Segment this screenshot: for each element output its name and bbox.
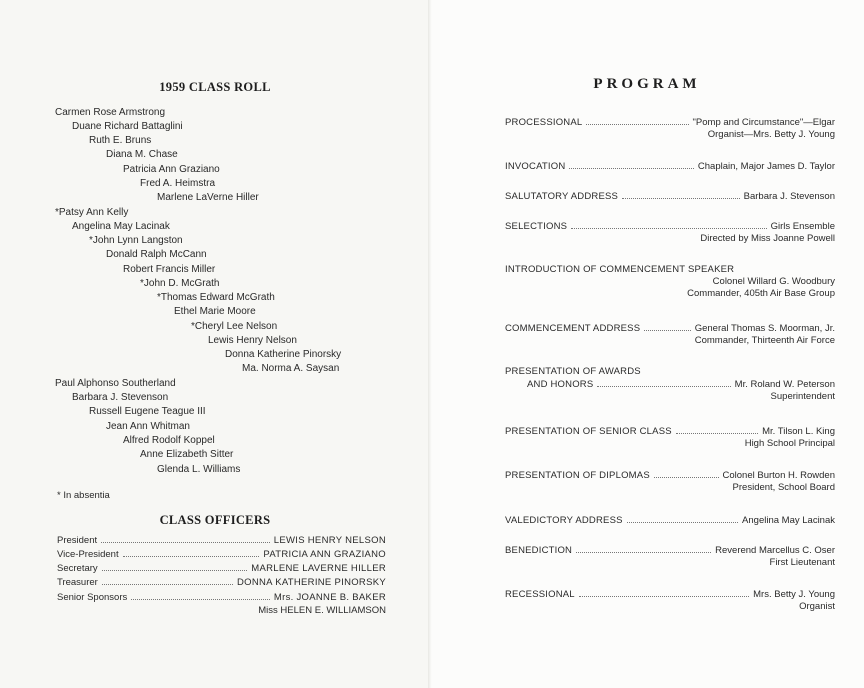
class-roll-title: 1959 CLASS ROLL bbox=[159, 80, 271, 94]
program-value: Mrs. Betty J. Young bbox=[753, 589, 835, 600]
program-subline: Organist—Mrs. Betty J. Young bbox=[707, 129, 835, 140]
officer-role: Senior Sponsors bbox=[57, 592, 128, 603]
dot-leader bbox=[622, 190, 740, 199]
program-label: INTRODUCTION OF COMMENCEMENT SPEAKER bbox=[505, 264, 735, 275]
program-title: PROGRAM bbox=[593, 76, 701, 92]
roll-name: Glenda L. Williams bbox=[157, 464, 241, 475]
program-label: SELECTIONS bbox=[505, 221, 568, 232]
program-value: "Pomp and Circumstance"—Elgar bbox=[692, 117, 835, 128]
dot-leader bbox=[597, 378, 730, 387]
program-label: RECESSIONAL bbox=[505, 589, 575, 600]
roll-name: Donald Ralph McCann bbox=[106, 249, 207, 260]
program-label: COMMENCEMENT ADDRESS bbox=[505, 323, 641, 334]
program-value: Reverend Marcellus C. Oser bbox=[715, 545, 835, 556]
roll-name: Jean Ann Whitman bbox=[106, 421, 190, 432]
program-item-diplomas bbox=[505, 469, 835, 494]
officer-name: LEWIS HENRY NELSON bbox=[273, 535, 386, 546]
dot-leader bbox=[102, 562, 248, 571]
program-item-recessional bbox=[505, 588, 835, 613]
program-subline: Commander, 405th Air Base Group bbox=[687, 288, 835, 299]
roll-name: Ma. Norma A. Saysan bbox=[242, 363, 340, 374]
officer-row bbox=[57, 548, 386, 561]
program-item-valedictory bbox=[505, 514, 835, 527]
officer-row bbox=[57, 576, 386, 589]
dot-leader bbox=[644, 322, 690, 331]
program-subline: High School Principal bbox=[744, 438, 835, 449]
dot-leader bbox=[102, 576, 233, 585]
program-subline: Colonel Willard G. Woodbury bbox=[712, 276, 835, 287]
program-item-benediction bbox=[505, 544, 835, 569]
program-subline: First Lieutenant bbox=[769, 557, 835, 568]
program-label: PROCESSIONAL bbox=[505, 117, 583, 128]
officer-name: DONNA KATHERINE PINORSKY bbox=[236, 577, 386, 588]
program-subline: Directed by Miss Joanne Powell bbox=[700, 233, 835, 244]
roll-name: Anne Elizabeth Sitter bbox=[140, 449, 234, 460]
program-subline: Superintendent bbox=[770, 391, 835, 402]
roll-name: Barbara J. Stevenson bbox=[72, 392, 169, 403]
roll-name: Angelina May Lacinak bbox=[72, 221, 170, 232]
dot-leader bbox=[586, 116, 688, 125]
dot-leader bbox=[579, 588, 749, 597]
roll-name: Ruth E. Bruns bbox=[89, 135, 152, 146]
program-item-processional bbox=[505, 116, 835, 141]
program-item-invocation bbox=[505, 160, 835, 173]
program-label: VALEDICTORY ADDRESS bbox=[505, 515, 623, 526]
absentia-note: * In absentia bbox=[57, 490, 110, 501]
officer-row bbox=[57, 534, 386, 547]
officer-role: Secretary bbox=[57, 563, 98, 574]
program-item-senior-class bbox=[505, 425, 835, 450]
dot-leader bbox=[627, 514, 738, 523]
program-subline: Organist bbox=[799, 601, 835, 612]
program-label: PRESENTATION OF AWARDS bbox=[505, 366, 641, 377]
program-value: Barbara J. Stevenson bbox=[743, 191, 835, 202]
program-value: Angelina May Lacinak bbox=[742, 515, 835, 526]
program-item-intro-speaker bbox=[505, 264, 835, 300]
program-value: Mr. Tilson L. King bbox=[762, 426, 835, 437]
program-value: Mr. Roland W. Peterson bbox=[734, 379, 835, 390]
dot-leader bbox=[131, 591, 270, 600]
program-subline: Commander, Thirteenth Air Force bbox=[694, 335, 835, 346]
officer-row bbox=[57, 562, 386, 575]
program-label: PRESENTATION OF SENIOR CLASS bbox=[505, 426, 672, 437]
roll-name: Fred A. Heimstra bbox=[140, 178, 216, 189]
roll-name: Russell Eugene Teague III bbox=[89, 406, 206, 417]
officer-row bbox=[57, 591, 386, 604]
program-item-salutatory bbox=[505, 190, 835, 203]
roll-name: Diana M. Chase bbox=[106, 149, 178, 160]
roll-name: Alfred Rodolf Koppel bbox=[123, 435, 215, 446]
officer-name: PATRICIA ANN GRAZIANO bbox=[263, 549, 386, 560]
roll-name: *John Lynn Langston bbox=[89, 235, 183, 246]
roll-name: *Cheryl Lee Nelson bbox=[191, 321, 278, 332]
roll-name: Robert Francis Miller bbox=[123, 264, 216, 275]
roll-name: Lewis Henry Nelson bbox=[208, 335, 297, 346]
dot-leader bbox=[101, 534, 270, 543]
officer-name: Mrs. JOANNE B. BAKER bbox=[273, 592, 386, 603]
roll-name: Patricia Ann Graziano bbox=[123, 164, 220, 175]
roll-name: *John D. McGrath bbox=[140, 278, 220, 289]
program-label: SALUTATORY ADDRESS bbox=[505, 191, 619, 202]
roll-name: Duane Richard Battaglini bbox=[72, 121, 183, 132]
program-subline: President, School Board bbox=[732, 482, 835, 493]
program-value: Chaplain, Major James D. Taylor bbox=[697, 161, 835, 172]
class-officers-title: CLASS OFFICERS bbox=[159, 513, 271, 527]
roll-name: *Thomas Edward McGrath bbox=[157, 292, 275, 303]
program-label: INVOCATION bbox=[505, 161, 566, 172]
program-label: AND HONORS bbox=[527, 379, 594, 390]
dot-leader bbox=[576, 544, 711, 553]
officer-name: MARLENE LAVERNE HILLER bbox=[251, 563, 386, 574]
dot-leader bbox=[571, 220, 766, 229]
roll-name: Donna Katherine Pinorsky bbox=[225, 349, 342, 360]
roll-name: *Patsy Ann Kelly bbox=[55, 207, 129, 218]
program-value: Girls Ensemble bbox=[770, 221, 835, 232]
officer-role: Vice-President bbox=[57, 549, 119, 560]
dot-leader bbox=[676, 425, 758, 434]
roll-name: Carmen Rose Armstrong bbox=[55, 107, 166, 118]
program-item-selections bbox=[505, 220, 835, 245]
dot-leader bbox=[654, 469, 719, 478]
page-fold bbox=[428, 0, 432, 688]
roll-name: Paul Alphonso Southerland bbox=[55, 378, 176, 389]
program-label: BENEDICTION bbox=[505, 545, 573, 556]
program-item-commencement-address bbox=[505, 322, 835, 347]
program-label: PRESENTATION OF DIPLOMAS bbox=[505, 470, 650, 481]
officer-role: President bbox=[57, 535, 98, 546]
officer-role: Treasurer bbox=[57, 577, 98, 588]
dot-leader bbox=[123, 548, 260, 557]
roll-name: Ethel Marie Moore bbox=[174, 306, 256, 317]
program-value: General Thomas S. Moorman, Jr. bbox=[694, 323, 835, 334]
roll-name: Marlene LaVerne Hiller bbox=[157, 192, 259, 203]
dot-leader bbox=[569, 160, 693, 169]
second-sponsor: Miss HELEN E. WILLIAMSON bbox=[258, 605, 386, 616]
program-item-awards bbox=[505, 366, 835, 403]
program-value: Colonel Burton H. Rowden bbox=[722, 470, 835, 481]
